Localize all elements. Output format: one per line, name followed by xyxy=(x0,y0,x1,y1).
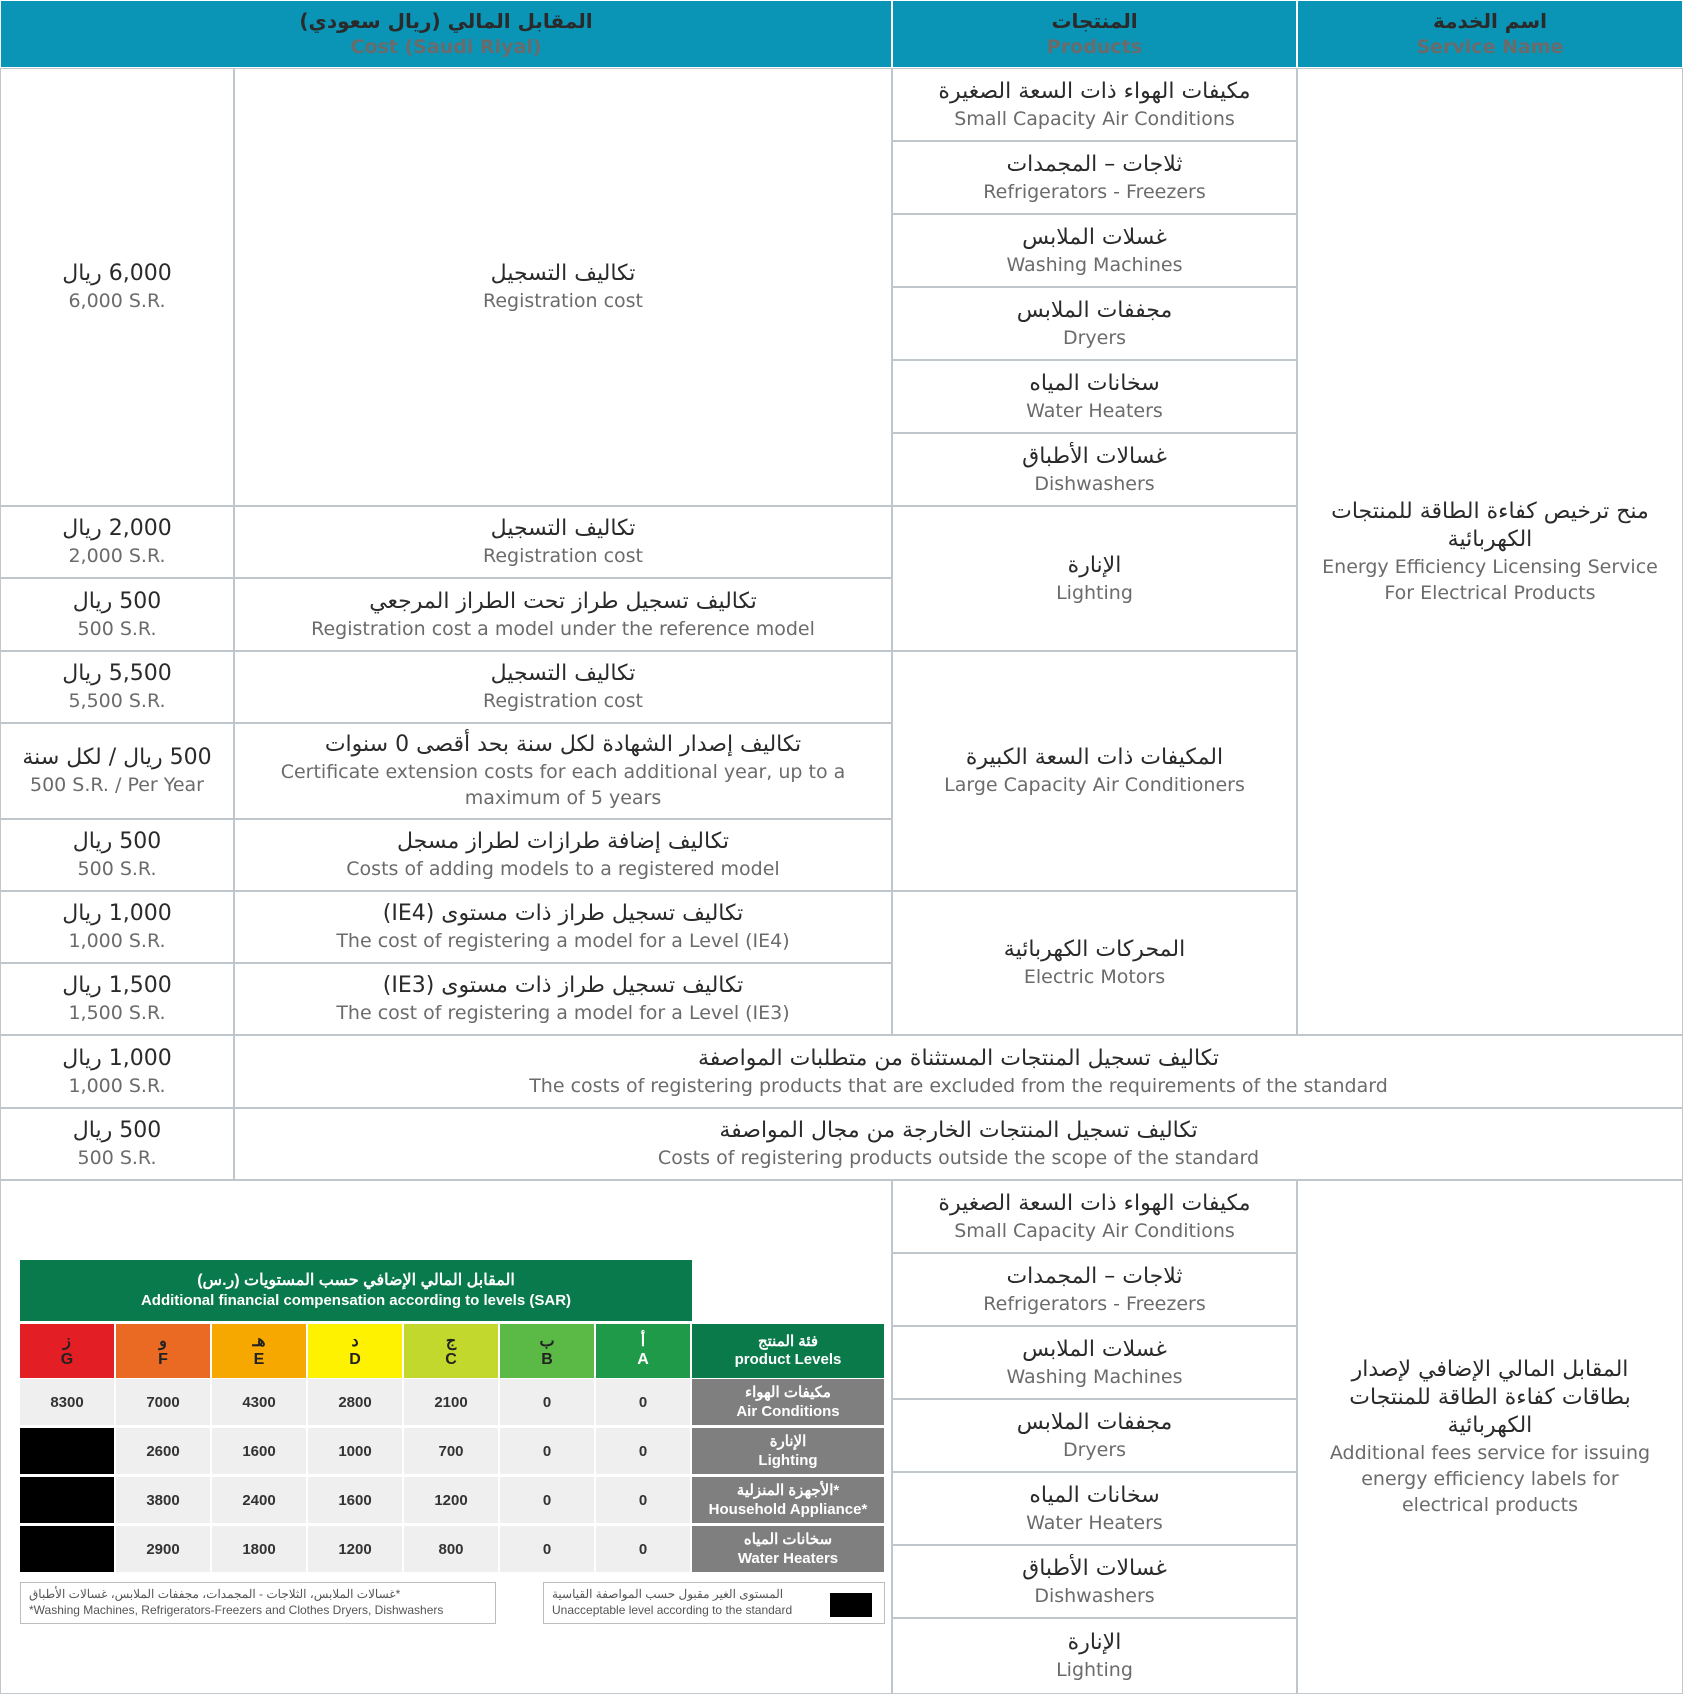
row-label-en: Water Heaters xyxy=(737,1550,839,1567)
level-value: 8300 xyxy=(20,1379,116,1427)
product-ar: غسالات الأطباق xyxy=(1022,1555,1167,1581)
fee-cost-en: 5,500 S.R. xyxy=(68,690,166,712)
product-item xyxy=(892,1399,1297,1472)
service-name-ar: منح ترخيص كفاءة الطاقة للمنتجات الكهربائية xyxy=(1331,498,1649,552)
fee-cost-en: 1,000 S.R. xyxy=(68,1074,166,1097)
service-name-ar: المقابل المالي الإضافي لإصدار بطاقات كفاءة الطاقة للمنتجات الكهربائية xyxy=(1349,1357,1631,1438)
level-value: 0 xyxy=(596,1428,692,1476)
level-ar: هـ xyxy=(252,1333,266,1350)
header-cost xyxy=(0,0,892,68)
fee-description xyxy=(234,506,892,578)
fee-cost-en: 500 S.R. xyxy=(77,617,157,640)
product-en: Lighting xyxy=(1056,581,1133,604)
levels-table xyxy=(20,1260,884,1620)
fee-description-wide xyxy=(234,1108,1683,1180)
product-lighting xyxy=(892,506,1297,651)
header-service-en: Service Name xyxy=(1416,36,1564,58)
fee-desc-ar: تكاليف إصدار الشهادة لكل سنة بحد أقصى 0 سنوات xyxy=(324,732,802,757)
row-label-ar: الأجهزة المنزلية* xyxy=(736,1482,840,1499)
levels-title xyxy=(20,1260,692,1321)
level-value: 1600 xyxy=(212,1428,308,1476)
fee-cost xyxy=(0,891,234,963)
fee-description xyxy=(234,68,892,506)
level-value: 1000 xyxy=(308,1428,404,1476)
fee-cost-ar: 2,000 ريال xyxy=(62,516,172,541)
fee-desc-en: Registration cost xyxy=(482,290,644,312)
fee-desc-en: The cost of registering a model for a Level (IE4) xyxy=(336,930,790,952)
product-item xyxy=(892,1180,1297,1253)
product-ar: غسلات الملابس xyxy=(1022,1336,1167,1362)
fee-desc-ar: تكاليف تسجيل طراز تحت الطراز المرجعي xyxy=(369,588,757,614)
product-en: Washing Machines xyxy=(1006,253,1183,276)
product-item xyxy=(892,433,1297,506)
product-ar: الإنارة xyxy=(1067,1630,1122,1655)
category-ar: فئة المنتج xyxy=(757,1333,819,1350)
product-ar: مكيفات الهواء ذات السعة الصغيرة xyxy=(938,1190,1251,1216)
note-left-en: *Washing Machines, Refrigerators-Freezers and Clothes Dryers, Dishwashers xyxy=(29,1603,444,1617)
unacceptable-level-cell xyxy=(20,1477,116,1525)
product-item xyxy=(892,1326,1297,1399)
fee-description xyxy=(234,819,892,891)
product-ar: مجففات الملابس xyxy=(1016,1409,1173,1435)
fee-description xyxy=(234,723,892,819)
level-value: 2800 xyxy=(308,1379,404,1427)
product-en: Water Heaters xyxy=(1026,399,1163,422)
product-en: Dishwashers xyxy=(1034,1584,1155,1607)
fee-description xyxy=(234,891,892,963)
row-label-ar: سخانات المياه xyxy=(743,1531,833,1548)
fee-desc-ar: تكاليف تسجيل المنتجات المستثناة من متطلبات المواصفة xyxy=(698,1045,1219,1071)
header-products xyxy=(892,0,1297,68)
product-motors xyxy=(892,891,1297,1035)
level-en: B xyxy=(541,1351,553,1368)
level-value: 0 xyxy=(596,1526,692,1574)
fee-cost-ar: 500 ريال xyxy=(72,588,162,614)
fee-desc-ar: تكاليف التسجيل xyxy=(490,516,636,541)
product-en: Dryers xyxy=(1062,326,1127,349)
product-en: Small Capacity Air Conditions xyxy=(954,1219,1235,1242)
level-value: 1200 xyxy=(308,1526,404,1574)
fee-cost-ar: 5,500 ريال xyxy=(62,661,172,686)
product-ar: غسلات الملابس xyxy=(1022,224,1167,250)
fee-cost-ar: 500 ريال / لكل سنة xyxy=(22,745,212,770)
product-item xyxy=(892,1618,1297,1694)
row-label-ar: الإنارة xyxy=(769,1433,807,1450)
level-value: 0 xyxy=(500,1379,596,1427)
level-ar: ج xyxy=(445,1333,457,1350)
header-service xyxy=(1297,0,1683,68)
service-name-labels xyxy=(1297,1180,1683,1694)
product-levels-header xyxy=(692,1324,884,1378)
unacceptable-level-cell xyxy=(20,1428,116,1476)
fee-cost xyxy=(0,578,234,651)
service-name-en: Energy Efficiency Licensing Service For Electrical Products xyxy=(1322,555,1658,604)
fee-cost xyxy=(0,1108,234,1180)
product-ar: ثلاجات – المجمدات xyxy=(1006,1263,1183,1289)
product-en: Dishwashers xyxy=(1034,472,1155,495)
fee-desc-ar: تكاليف تسجيل المنتجات الخارجة من مجال المواصفة xyxy=(719,1118,1198,1143)
fee-cost-ar: 1,000 ريال xyxy=(62,901,172,926)
unacceptable-level-cell xyxy=(20,1526,116,1574)
level-value: 0 xyxy=(596,1477,692,1525)
level-value: 700 xyxy=(404,1428,500,1476)
product-item xyxy=(892,1545,1297,1618)
product-item xyxy=(892,214,1297,287)
level-header-c xyxy=(404,1324,500,1378)
fee-desc-ar: تكاليف التسجيل xyxy=(490,261,636,286)
product-en: Small Capacity Air Conditions xyxy=(954,107,1235,130)
row-label-en: Household Appliance* xyxy=(708,1501,868,1518)
unacceptable-swatch xyxy=(830,1593,872,1617)
level-value: 0 xyxy=(596,1379,692,1427)
level-value: 4300 xyxy=(212,1379,308,1427)
fee-cost-en: 500 S.R. xyxy=(77,858,157,880)
service-name-licensing xyxy=(1297,68,1683,1035)
fee-cost-ar: 500 ريال xyxy=(72,1118,162,1143)
service-name-en: Additional fees service for issuing energy efficiency labels for electrical products xyxy=(1329,1442,1651,1516)
product-en: Dryers xyxy=(1062,1438,1127,1461)
header-service-ar: اسم الخدمة xyxy=(1432,9,1547,33)
fee-description-wide xyxy=(234,1035,1683,1108)
level-value: 2100 xyxy=(404,1379,500,1427)
fee-desc-en: The cost of registering a model for a Level (IE3) xyxy=(336,1002,790,1024)
fee-desc-en: Registration cost xyxy=(482,690,644,712)
fee-desc-en: Registration cost a model under the reference model xyxy=(311,617,815,640)
fee-desc-en: Costs of adding models to a registered model xyxy=(346,858,780,880)
level-row-label xyxy=(692,1477,884,1525)
fee-desc-en: The costs of registering products that are excluded from the requirements of the standard xyxy=(529,1074,1388,1097)
level-row-label xyxy=(692,1526,884,1574)
fee-cost-ar: 1,000 ريال xyxy=(62,1045,172,1071)
fee-description xyxy=(234,651,892,723)
product-item xyxy=(892,287,1297,360)
header-products-ar: المنتجات xyxy=(1051,9,1138,33)
fee-cost-ar: 500 ريال xyxy=(72,829,162,854)
product-en: Large Capacity Air Conditioners xyxy=(944,774,1245,796)
level-ar: أ xyxy=(640,1333,646,1350)
fee-cost xyxy=(0,723,234,819)
product-en: Electric Motors xyxy=(1023,966,1166,988)
product-ar: مجففات الملابس xyxy=(1016,297,1173,323)
product-ar: المحركات الكهربائية xyxy=(1003,937,1186,962)
levels-title-ar: المقابل المالي الإضافي حسب المستويات (ر.س) xyxy=(197,1271,515,1289)
level-header-f xyxy=(116,1324,212,1378)
level-ar: ب xyxy=(539,1333,555,1350)
category-en: product Levels xyxy=(734,1351,842,1368)
note-household-appliances xyxy=(20,1582,496,1624)
fee-cost-ar: 6,000 ريال xyxy=(62,261,172,286)
level-value: 1200 xyxy=(404,1477,500,1525)
level-en: E xyxy=(253,1351,265,1368)
level-en: A xyxy=(637,1351,649,1368)
product-en: Washing Machines xyxy=(1006,1365,1183,1388)
level-row-label xyxy=(692,1379,884,1427)
fee-cost-en: 500 S.R. xyxy=(77,1147,157,1169)
fee-desc-ar: تكاليف إضافة طرازات لطراز مسجل xyxy=(397,829,729,854)
level-value: 2900 xyxy=(116,1526,212,1574)
product-en: Lighting xyxy=(1056,1659,1133,1681)
header-products-en: Products xyxy=(1046,36,1143,58)
product-item xyxy=(892,141,1297,214)
header-cost-ar: المقابل المالي (ريال سعودي) xyxy=(299,9,593,33)
fee-cost-en: 500 S.R. / Per Year xyxy=(30,774,204,796)
level-header-d xyxy=(308,1324,404,1378)
level-header-g xyxy=(20,1324,116,1378)
level-value: 1600 xyxy=(308,1477,404,1525)
level-row-label xyxy=(692,1428,884,1476)
fee-cost xyxy=(0,819,234,891)
level-ar: ز xyxy=(63,1333,71,1350)
row-label-en: Lighting xyxy=(758,1452,818,1469)
levels-title-en: Additional financial compensation according to levels (SAR) xyxy=(140,1291,572,1309)
level-value: 7000 xyxy=(116,1379,212,1427)
level-value: 2400 xyxy=(212,1477,308,1525)
product-item xyxy=(892,1472,1297,1545)
product-en: Water Heaters xyxy=(1026,1511,1163,1534)
product-ar: سخانات المياه xyxy=(1029,370,1160,396)
fee-description xyxy=(234,578,892,651)
fee-desc-ar: تكاليف تسجيل طراز ذات مستوى (IE3) xyxy=(382,973,744,998)
note-left-ar: *غسالات الملابس، الثلاجات - المجمدات، مجففات الملابس، غسالات الأطباق xyxy=(29,1587,401,1601)
fee-cost xyxy=(0,506,234,578)
level-value: 800 xyxy=(404,1526,500,1574)
product-ar: مكيفات الهواء ذات السعة الصغيرة xyxy=(938,78,1251,104)
product-item xyxy=(892,1253,1297,1326)
note-right-ar: المستوى الغير مقبول حسب المواصفة القياسية xyxy=(552,1587,784,1601)
fee-desc-en: Registration cost xyxy=(482,545,644,567)
note-unacceptable-level xyxy=(543,1582,885,1624)
product-ar: المكيفات ذات السعة الكبيرة xyxy=(965,745,1224,770)
row-label-en: Air Conditions xyxy=(736,1403,840,1420)
level-value: 2600 xyxy=(116,1428,212,1476)
level-en: G xyxy=(60,1351,74,1368)
fee-desc-en: Certificate extension costs for each additional year, up to a maximum of 5 years xyxy=(280,761,846,809)
fee-cost-en: 6,000 S.R. xyxy=(68,290,166,312)
level-value: 0 xyxy=(500,1477,596,1525)
level-en: F xyxy=(158,1351,168,1368)
fee-cost xyxy=(0,651,234,723)
product-item xyxy=(892,360,1297,433)
product-large-ac xyxy=(892,651,1297,891)
product-ar: ثلاجات – المجمدات xyxy=(1006,151,1183,177)
product-ar: الإنارة xyxy=(1067,552,1122,578)
level-ar: و xyxy=(159,1333,167,1350)
level-ar: د xyxy=(351,1333,359,1350)
level-header-e xyxy=(212,1324,308,1378)
product-ar: غسالات الأطباق xyxy=(1022,443,1167,469)
header-cost-en: Cost (Saudi Riyal) xyxy=(350,36,542,58)
product-ar: سخانات المياه xyxy=(1029,1482,1160,1508)
product-en: Refrigerators - Freezers xyxy=(983,1292,1206,1315)
product-en: Refrigerators - Freezers xyxy=(983,180,1206,203)
level-header-b xyxy=(500,1324,596,1378)
fee-cost xyxy=(0,963,234,1035)
fee-description xyxy=(234,963,892,1035)
fee-cost-en: 2,000 S.R. xyxy=(68,545,166,567)
row-label-ar: مكيفات الهواء xyxy=(745,1384,831,1401)
level-value: 1800 xyxy=(212,1526,308,1574)
fee-desc-ar: تكاليف تسجيل طراز ذات مستوى (IE4) xyxy=(382,901,744,926)
fee-desc-en: Costs of registering products outside the scope of the standard xyxy=(657,1147,1260,1169)
fee-desc-ar: تكاليف التسجيل xyxy=(490,661,636,686)
fee-cost-en: 1,500 S.R. xyxy=(68,1002,166,1024)
fee-cost xyxy=(0,1035,234,1108)
level-value: 0 xyxy=(500,1428,596,1476)
fee-cost-en: 1,000 S.R. xyxy=(68,930,166,952)
fee-cost xyxy=(0,68,234,506)
fee-cost-ar: 1,500 ريال xyxy=(62,973,172,998)
level-en: C xyxy=(445,1351,457,1368)
level-en: D xyxy=(349,1351,361,1368)
product-item xyxy=(892,68,1297,141)
note-right-en: Unacceptable level according to the standard xyxy=(552,1603,793,1617)
level-value: 3800 xyxy=(116,1477,212,1525)
level-header-a xyxy=(596,1324,692,1378)
level-value: 0 xyxy=(500,1526,596,1574)
